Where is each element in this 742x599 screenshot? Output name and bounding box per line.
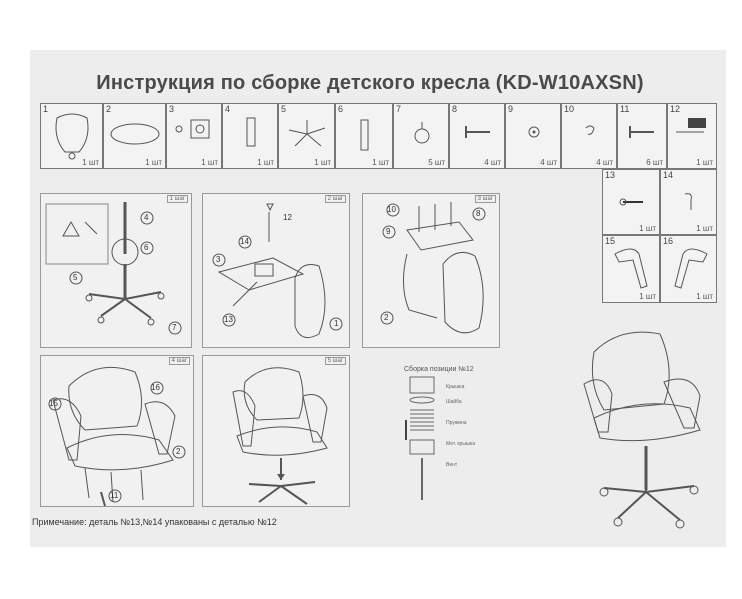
- part-qty: 4 шт: [596, 158, 613, 167]
- callout-4: 4: [144, 213, 149, 222]
- part-qty: 4 шт: [540, 158, 557, 167]
- part-number: 14: [663, 170, 674, 180]
- part-number: 10: [564, 104, 575, 114]
- part-number: 9: [508, 104, 514, 114]
- part-number: 6: [338, 104, 344, 114]
- part-number: 3: [169, 104, 175, 114]
- part-number: 2: [106, 104, 112, 114]
- part-qty: 4 шт: [484, 158, 501, 167]
- part-qty: 1 шт: [257, 158, 274, 167]
- part-number: 16: [663, 236, 674, 246]
- part-qty: 1 шт: [696, 158, 713, 167]
- step-label: 3 шаг: [475, 195, 496, 203]
- callout-6: 6: [144, 243, 149, 252]
- part-qty: 1 шт: [82, 158, 99, 167]
- stack-title: Сборка позиции №12: [404, 366, 474, 373]
- callout-11: 11: [110, 491, 119, 500]
- stack-label-metal-cover: Мет. крышка: [446, 441, 476, 447]
- callout-3: 3: [216, 255, 221, 264]
- callout-12: 12: [283, 213, 292, 222]
- stack-label-washer: Шайба: [446, 399, 462, 405]
- callout-7: 7: [172, 323, 177, 332]
- step-label: 4 шаг: [169, 357, 190, 365]
- part-number: 4: [225, 104, 231, 114]
- part-qty: 1 шт: [696, 224, 713, 233]
- part-number: 1: [43, 104, 49, 114]
- part-number: 15: [605, 236, 616, 246]
- page-title: Инструкция по сборке детского кресла (KD-W10AXSN): [96, 72, 644, 94]
- footnote: Примечание: деталь №13,№14 упакованы с деталью №12: [32, 517, 277, 527]
- part-number: 5: [281, 104, 287, 114]
- part-number: 8: [452, 104, 458, 114]
- callout-2: 2: [176, 447, 181, 456]
- callout-1: 1: [334, 319, 339, 328]
- step-label: 1 шаг: [167, 195, 188, 203]
- callout-10: 10: [387, 205, 396, 214]
- part-qty: 1 шт: [314, 158, 331, 167]
- stack-label-cover: Крышка: [446, 384, 465, 390]
- part-qty: 1 шт: [639, 224, 656, 233]
- callout-9: 9: [386, 227, 391, 236]
- part-qty: 6 шт: [646, 158, 663, 167]
- callout-2: 2: [384, 313, 389, 322]
- part-number: 12: [670, 104, 681, 114]
- part-qty: 5 шт: [428, 158, 445, 167]
- part-number: 7: [396, 104, 402, 114]
- part-number: 13: [605, 170, 616, 180]
- stack-label-screw: Винт: [446, 462, 458, 468]
- part-qty: 1 шт: [145, 158, 162, 167]
- callout-15: 15: [49, 399, 58, 408]
- callout-14: 14: [240, 237, 249, 246]
- part-qty: 1 шт: [372, 158, 389, 167]
- callout-16: 16: [151, 383, 160, 392]
- callout-13: 13: [224, 315, 233, 324]
- step-label: 2 шаг: [325, 195, 346, 203]
- step-label: 5 шаг: [325, 357, 346, 365]
- part-qty: 1 шт: [696, 292, 713, 301]
- part-number: 11: [620, 104, 630, 114]
- part-qty: 1 шт: [639, 292, 656, 301]
- callout-8: 8: [476, 209, 481, 218]
- stack-label-spring: Пружина: [446, 420, 467, 426]
- callout-5: 5: [73, 273, 78, 282]
- part-qty: 1 шт: [201, 158, 218, 167]
